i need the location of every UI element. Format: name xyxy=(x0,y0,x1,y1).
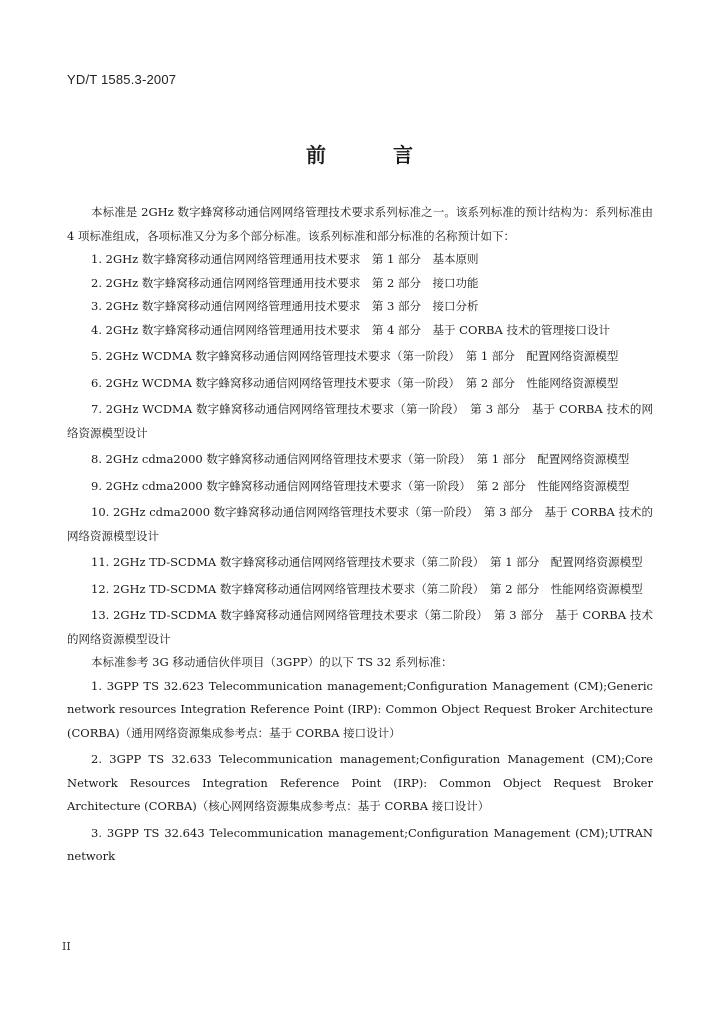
series-item-6: 6. 2GHz WCDMA 数字蜂窝移动通信网网络管理技术要求（第一阶段） 第 2 部分 性能网络资源模型 xyxy=(91,375,619,390)
series-item-12: 12. 2GHz TD-SCDMA 数字蜂窝移动通信网网络管理技术要求（第二阶段） 第 2 部分 性能网络资源模型 xyxy=(91,581,643,596)
document-body xyxy=(67,201,653,869)
series-item-3: 3. 2GHz 数字蜂窝移动通信网网络管理通用技术要求 第 3 部分 接口分析 xyxy=(91,299,479,313)
page-number: II xyxy=(62,940,71,953)
reference-item-2: 2. 3GPP TS 32.633 Telecommunication management;Configuration Management (CM);Core Network Resources Integration Reference Point (IRP): Common Object Request Broker Architecture (CORBA)（核心网网络资源集成参考点：基于 CORBA 接口设计） xyxy=(67,752,653,813)
series-item-5: 5. 2GHz WCDMA 数字蜂窝移动通信网网络管理技术要求（第一阶段） 第 1 部分 配置网络资源模型 xyxy=(91,349,619,363)
series-item-9: 9. 2GHz cdma2000 数字蜂窝移动通信网网络管理技术要求（第一阶段） 第 2 部分 性能网络资源模型 xyxy=(91,478,630,493)
reference-item-3: 3. 3GPP TS 32.643 Telecommunication management;Configuration Management (CM);UTRAN network xyxy=(67,825,653,863)
series-item-10: 10. 2GHz cdma2000 数字蜂窝移动通信网网络管理技术要求（第一阶段） 第 3 部分 基于 CORBA 技术的网络资源模型设计 xyxy=(67,505,654,543)
intro-paragraph: 本标准是 2GHz 数字蜂窝移动通信网网络管理技术要求系列标准之一。该系列标准的预计结构为：系列标准由 4 项标准组成，各项标准又分为多个部分标准。该系列标准和部分标准的名称预计如下： xyxy=(67,205,653,243)
document-code: YD/T 1585.3-2007 xyxy=(67,72,177,87)
reference-intro: 本标准参考 3G 移动通信伙伴项目（3GPP）的以下 TS 32 系列标准： xyxy=(91,655,453,669)
reference-item-1: 1. 3GPP TS 32.623 Telecommunication management;Configuration Management (CM);Generic network resources Integration Reference Point (IRP): Common Object Request Broker Architecture (CORBA)（通用网络资源集成参考点：基于 CORBA 接口设计） xyxy=(67,678,653,740)
series-item-2: 2. 2GHz 数字蜂窝移动通信网网络管理通用技术要求 第 2 部分 接口功能 xyxy=(91,275,479,290)
series-item-8: 8. 2GHz cdma2000 数字蜂窝移动通信网网络管理技术要求（第一阶段） 第 1 部分 配置网络资源模型 xyxy=(91,452,630,466)
series-item-11: 11. 2GHz TD-SCDMA 数字蜂窝移动通信网网络管理技术要求（第二阶段） 第 1 部分 配置网络资源模型 xyxy=(91,555,643,569)
page-title: 前 言 xyxy=(306,143,443,167)
series-item-4: 4. 2GHz 数字蜂窝移动通信网网络管理通用技术要求 第 4 部分 基于 CORBA 技术的管理接口设计 xyxy=(91,322,610,337)
series-item-13: 13. 2GHz TD-SCDMA 数字蜂窝移动通信网网络管理技术要求（第二阶段） 第 3 部分 基于 CORBA 技术的网络资源模型设计 xyxy=(67,608,653,646)
series-item-1: 1. 2GHz 数字蜂窝移动通信网网络管理通用技术要求 第 1 部分 基本原则 xyxy=(91,252,479,266)
series-item-7: 7. 2GHz WCDMA 数字蜂窝移动通信网网络管理技术要求（第一阶段） 第 3 部分 基于 CORBA 技术的网络资源模型设计 xyxy=(67,402,653,440)
